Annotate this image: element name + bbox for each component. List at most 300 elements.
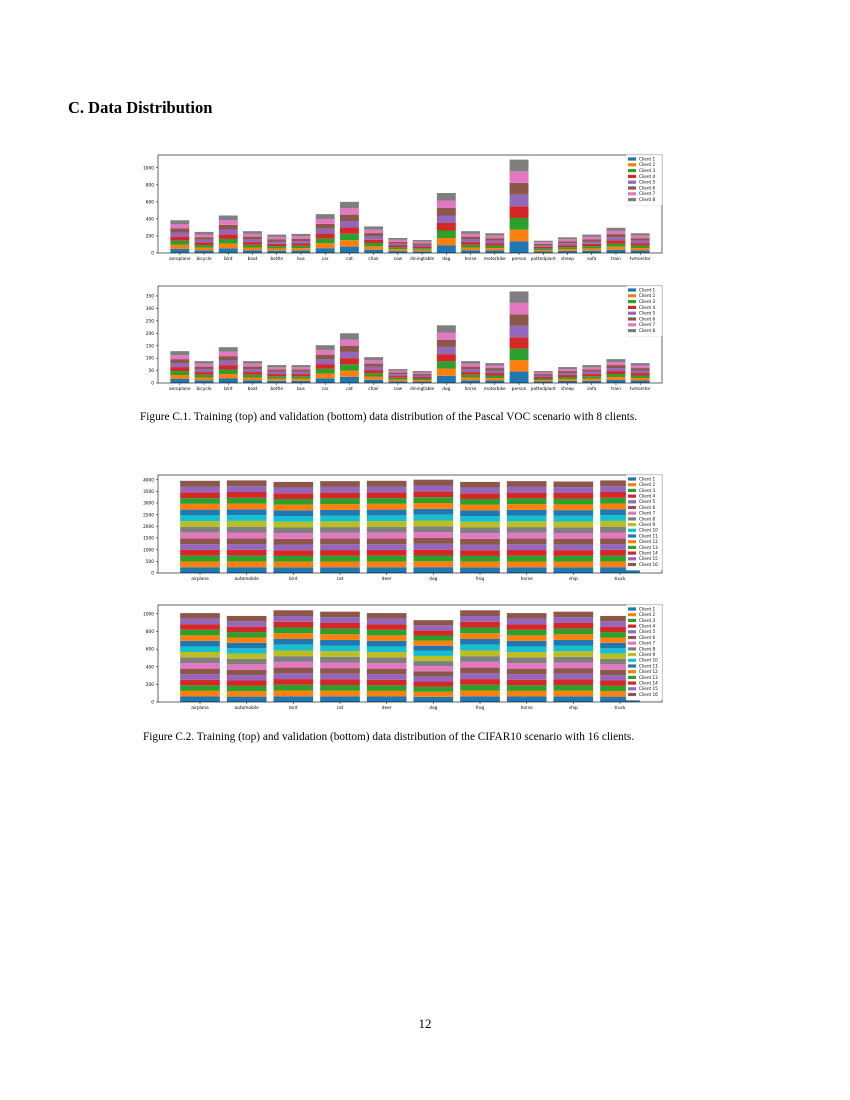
- bar-segment: [507, 663, 547, 669]
- bar-segment: [170, 224, 189, 228]
- bar-segment: [316, 345, 335, 350]
- x-tick-label: pottedplant: [530, 387, 556, 392]
- bar-segment: [274, 662, 314, 668]
- bar-segment: [414, 641, 454, 646]
- bar-segment: [631, 246, 650, 248]
- legend-swatch: [628, 557, 636, 560]
- bar-segment: [367, 538, 407, 544]
- bar-segment: [558, 377, 577, 379]
- legend-label: Client 8: [639, 328, 656, 333]
- bar-segment: [460, 482, 500, 488]
- bar-segment: [364, 373, 383, 376]
- bar-segment: [554, 522, 594, 528]
- bar-segment: [195, 369, 214, 372]
- bar-segment: [507, 481, 547, 487]
- bar-segment: [364, 370, 383, 373]
- bar-segment: [195, 380, 214, 383]
- bar-segment: [607, 237, 626, 240]
- bar-segment: [460, 650, 500, 656]
- legend-label: Client 7: [639, 322, 656, 328]
- bar-segment: [460, 527, 500, 533]
- bar-segment: [485, 251, 504, 253]
- legend-swatch: [628, 157, 636, 160]
- bar-segment: [554, 482, 594, 488]
- x-tick-label: chair: [368, 257, 379, 262]
- bar-segment: [554, 691, 594, 697]
- y-tick-label: 3000: [143, 501, 154, 507]
- bar-segment: [170, 237, 189, 241]
- bar-segment: [180, 492, 220, 498]
- bar-segment: [388, 242, 407, 244]
- bar-segment: [180, 510, 220, 516]
- bar-segment: [607, 368, 626, 371]
- bar-segment: [582, 251, 601, 253]
- x-tick-label: ship: [568, 706, 578, 711]
- bar-segment: [274, 673, 314, 679]
- bar-segment: [367, 544, 407, 550]
- bar-segment: [170, 355, 189, 359]
- bar-segment: [485, 366, 504, 368]
- bar-segment: [631, 243, 650, 245]
- bar-segment: [507, 685, 547, 691]
- bar-segment: [437, 238, 456, 246]
- bar-segment: [414, 515, 454, 521]
- legend-label: Client 11: [639, 663, 658, 669]
- bar-segment: [367, 624, 407, 630]
- bar-segment: [243, 372, 262, 375]
- bar-segment: [243, 248, 262, 251]
- bar-segment: [180, 550, 220, 556]
- bar-segment: [554, 612, 594, 618]
- y-tick-label: 600: [145, 647, 154, 653]
- bar-segment: [320, 634, 360, 640]
- bar-segment: [320, 521, 360, 527]
- legend-swatch: [628, 529, 636, 532]
- bar-segment: [631, 248, 650, 250]
- x-tick-label: sofa: [587, 257, 597, 262]
- y-tick-label: 400: [145, 665, 154, 671]
- bar-segment: [316, 234, 335, 239]
- bar-segment: [367, 521, 407, 527]
- legend-label: Client 11: [639, 533, 658, 539]
- bar-segment: [274, 550, 314, 556]
- legend-label: Client 16: [639, 691, 658, 697]
- x-tick-label: dog: [429, 706, 438, 711]
- bar-segment: [558, 375, 577, 377]
- bar-segment: [180, 567, 220, 573]
- x-tick-label: car: [321, 257, 329, 262]
- bar-segment: [510, 241, 529, 253]
- bar-segment: [414, 687, 454, 692]
- legend-swatch: [628, 294, 636, 297]
- bar-segment: [227, 521, 267, 527]
- bar-segment: [267, 239, 286, 241]
- bar-segment: [364, 240, 383, 243]
- bar-segment: [274, 610, 314, 616]
- bar-segment: [510, 230, 529, 242]
- bar-segment: [274, 650, 314, 656]
- bar-segment: [582, 370, 601, 372]
- bar-segment: [320, 612, 360, 618]
- bar-segment: [414, 620, 454, 625]
- bars: [170, 160, 649, 253]
- legend-label: Client 15: [639, 556, 658, 562]
- bar-segment: [507, 539, 547, 545]
- bar-segment: [320, 617, 360, 623]
- bar-segment: [274, 522, 314, 528]
- bar-segment: [554, 640, 594, 646]
- bar-segment: [320, 516, 360, 522]
- bar-segment: [316, 238, 335, 243]
- bar-segment: [274, 482, 314, 488]
- bar-segment: [340, 371, 359, 377]
- x-tick-label: sheep: [561, 257, 574, 262]
- bar-segment: [316, 364, 335, 369]
- bar-segment: [413, 245, 432, 247]
- bar-segment: [461, 250, 480, 253]
- bar-segment: [180, 696, 220, 702]
- bar-segment: [582, 381, 601, 383]
- bar-segment: [320, 685, 360, 691]
- bar-segment: [460, 645, 500, 651]
- bar-segment: [558, 369, 577, 371]
- bar-segment: [582, 246, 601, 248]
- bar-segment: [340, 208, 359, 214]
- bar-segment: [364, 233, 383, 236]
- bar-segment: [534, 374, 553, 375]
- bar-segment: [582, 367, 601, 369]
- legend-label: Client 4: [639, 304, 656, 310]
- bar-segment: [274, 510, 314, 516]
- bar-segment: [507, 516, 547, 522]
- bar-segment: [316, 248, 335, 253]
- bar-segment: [460, 622, 500, 628]
- bar-segment: [219, 216, 238, 221]
- bar-segment: [274, 516, 314, 522]
- bar-segment: [413, 380, 432, 381]
- bar-segment: [364, 364, 383, 367]
- bar-segment: [227, 691, 267, 696]
- bar-segment: [461, 375, 480, 378]
- bar-segment: [582, 374, 601, 376]
- bar-segment: [367, 556, 407, 562]
- bar-segment: [413, 248, 432, 250]
- bar-segment: [460, 516, 500, 522]
- bar-segment: [320, 646, 360, 652]
- section-title: C. Data Distribution: [68, 98, 213, 117]
- bar-segment: [227, 697, 267, 702]
- cifar-train-chart: [140, 470, 680, 585]
- bar-segment: [414, 666, 454, 671]
- y-tick-label: 200: [145, 234, 154, 240]
- legend-swatch: [628, 175, 636, 178]
- legend: [626, 475, 662, 570]
- bar-segment: [227, 509, 267, 515]
- legend-swatch: [628, 534, 636, 537]
- bar-segment: [227, 567, 267, 573]
- x-tick-label: pottedplant: [530, 257, 556, 262]
- bar-segment: [607, 240, 626, 243]
- bar-segment: [413, 377, 432, 378]
- bar-segment: [558, 237, 577, 239]
- legend-swatch: [628, 625, 636, 628]
- bar-segment: [388, 238, 407, 240]
- bar-segment: [607, 374, 626, 377]
- bar-segment: [437, 340, 456, 347]
- bar-segment: [631, 376, 650, 378]
- bar-segment: [364, 367, 383, 370]
- bar-segment: [437, 347, 456, 354]
- bar-segment: [340, 247, 359, 253]
- bar-segment: [367, 658, 407, 664]
- legend-label: Client 16: [639, 561, 658, 567]
- bar-segment: [631, 366, 650, 368]
- bar-segment: [554, 504, 594, 510]
- bar-segment: [243, 375, 262, 378]
- bar-segment: [180, 658, 220, 664]
- bar-segment: [388, 371, 407, 373]
- bar-segment: [554, 617, 594, 623]
- bar-segment: [316, 219, 335, 224]
- x-tick-label: bird: [289, 577, 298, 582]
- bar-segment: [554, 533, 594, 539]
- bar-segment: [274, 556, 314, 562]
- bar-segment: [460, 488, 500, 494]
- bar-segment: [180, 663, 220, 669]
- bar-segment: [607, 250, 626, 253]
- y-tick-label: 1000: [143, 166, 154, 172]
- legend-label: Client 13: [639, 674, 658, 680]
- bar-segment: [460, 668, 500, 674]
- bar-segment: [554, 516, 594, 522]
- bar-segment: [554, 487, 594, 493]
- bar-segment: [227, 561, 267, 567]
- bar-segment: [340, 215, 359, 221]
- bar-segment: [274, 668, 314, 674]
- legend-swatch: [628, 647, 636, 650]
- legend: [626, 286, 662, 336]
- bar-segment: [292, 234, 311, 236]
- bar-segment: [461, 372, 480, 375]
- x-tick-label: diningtable: [410, 257, 435, 262]
- bar-segment: [180, 498, 220, 504]
- bar-segment: [414, 532, 454, 538]
- legend-label: Client 9: [639, 652, 656, 657]
- bar-segment: [340, 333, 359, 339]
- bar-segment: [195, 248, 214, 251]
- bar-segment: [227, 648, 267, 653]
- bar-segment: [180, 646, 220, 652]
- bar-segment: [180, 504, 220, 510]
- bar-segment: [460, 679, 500, 685]
- bar-segment: [414, 692, 454, 697]
- bar-segment: [274, 639, 314, 645]
- bar-segment: [554, 629, 594, 635]
- y-tick-label: 50: [148, 369, 154, 375]
- bar-segment: [364, 246, 383, 249]
- bar-segment: [437, 193, 456, 201]
- bar-segment: [534, 371, 553, 372]
- bar-segment: [460, 533, 500, 539]
- x-tick-label: bottle: [270, 387, 284, 392]
- bar-segment: [243, 361, 262, 364]
- bar-segment: [413, 250, 432, 252]
- bar-segment: [582, 372, 601, 374]
- x-tick-label: bird: [224, 387, 233, 392]
- bar-segment: [607, 228, 626, 231]
- bar-segment: [461, 242, 480, 245]
- bar-segment: [558, 367, 577, 369]
- legend-swatch: [628, 288, 636, 291]
- bar-segment: [364, 243, 383, 246]
- bar-segment: [320, 550, 360, 556]
- legend-swatch: [628, 659, 636, 662]
- bar-segment: [554, 550, 594, 556]
- legend-label: Client 9: [639, 522, 656, 527]
- bar-segment: [195, 242, 214, 245]
- bar-segment: [320, 510, 360, 516]
- bar-segment: [507, 493, 547, 499]
- legend-swatch: [628, 523, 636, 526]
- bar-segment: [607, 362, 626, 365]
- bar-segment: [582, 237, 601, 239]
- bar-segment: [414, 636, 454, 641]
- legend-swatch: [628, 546, 636, 549]
- bar-segment: [461, 361, 480, 364]
- bar-segment: [507, 619, 547, 625]
- bar-segment: [582, 235, 601, 237]
- x-tick-label: horse: [464, 387, 477, 392]
- bar-segment: [340, 358, 359, 364]
- bar-segment: [413, 240, 432, 242]
- bar-segment: [195, 240, 214, 243]
- bar-segment: [170, 245, 189, 249]
- legend-label: Client 5: [639, 629, 656, 635]
- bar-segment: [320, 679, 360, 685]
- bar-segment: [320, 567, 360, 573]
- bar-segment: [274, 539, 314, 545]
- bar-segment: [180, 515, 220, 521]
- bar-segment: [340, 352, 359, 358]
- bar-segment: [534, 376, 553, 377]
- legend-label: Client 15: [639, 686, 658, 692]
- bar-segment: [170, 359, 189, 363]
- bar-segment: [510, 326, 529, 337]
- bar-segment: [507, 521, 547, 527]
- bar-segment: [170, 241, 189, 245]
- y-tick-label: 250: [145, 319, 154, 325]
- bar-segment: [320, 651, 360, 657]
- bar-segment: [267, 365, 286, 367]
- bar-segment: [631, 241, 650, 243]
- bar-segment: [507, 567, 547, 573]
- bar-segment: [507, 550, 547, 556]
- bar-segment: [267, 246, 286, 248]
- x-tick-label: horse: [520, 577, 533, 582]
- bar-segment: [219, 365, 238, 369]
- x-tick-label: ship: [568, 577, 578, 582]
- bar-segment: [414, 509, 454, 515]
- bar-segment: [554, 634, 594, 640]
- bar-segment: [554, 646, 594, 652]
- bar-segment: [292, 251, 311, 253]
- legend-swatch: [628, 198, 636, 201]
- y-tick-label: 0: [151, 381, 154, 387]
- bar-segment: [320, 539, 360, 545]
- bar-segment: [388, 247, 407, 249]
- bar-segment: [320, 657, 360, 663]
- bar-segment: [180, 538, 220, 544]
- bar-segment: [582, 376, 601, 378]
- bar-segment: [507, 556, 547, 562]
- bar-segment: [320, 498, 360, 504]
- page-number: 12: [418, 1016, 432, 1031]
- bar-segment: [460, 662, 500, 668]
- bar-segment: [460, 545, 500, 551]
- bar-segment: [227, 632, 267, 637]
- bar-segment: [631, 371, 650, 373]
- bar-segment: [195, 245, 214, 248]
- bar-segment: [607, 377, 626, 380]
- bar-segment: [367, 652, 407, 658]
- bar-segment: [367, 487, 407, 493]
- bar-segment: [507, 658, 547, 664]
- bar-segment: [388, 374, 407, 376]
- bar-segment: [461, 369, 480, 372]
- legend: [626, 155, 662, 205]
- x-tick-label: dog: [442, 257, 451, 262]
- legend-swatch: [628, 653, 636, 656]
- bar-segment: [461, 364, 480, 367]
- bar-segment: [367, 641, 407, 647]
- bar-segment: [180, 527, 220, 533]
- bar-segment: [227, 675, 267, 680]
- bar-segment: [413, 379, 432, 380]
- bar-segment: [340, 364, 359, 370]
- x-tick-label: automobile: [234, 706, 259, 711]
- bar-segment: [534, 244, 553, 246]
- y-tick-label: 800: [145, 183, 154, 189]
- bar-segment: [180, 652, 220, 658]
- bar-segment: [460, 510, 500, 516]
- bar-segment: [227, 492, 267, 498]
- bar-segment: [367, 527, 407, 533]
- x-tick-label: airplane: [191, 706, 209, 711]
- x-tick-label: aeroplane: [169, 387, 191, 392]
- legend-label: Client 4: [639, 493, 656, 499]
- bar-segment: [413, 247, 432, 249]
- bar-segment: [367, 550, 407, 556]
- bar-segment: [507, 613, 547, 619]
- bar-segment: [367, 685, 407, 691]
- bar-segment: [267, 237, 286, 239]
- bar-segment: [227, 637, 267, 642]
- bar-segment: [558, 249, 577, 251]
- bar-segment: [180, 481, 220, 487]
- bar-segment: [170, 371, 189, 375]
- bar-segment: [485, 246, 504, 248]
- bar-segment: [582, 239, 601, 241]
- bar-segment: [507, 691, 547, 697]
- legend-label: Client 10: [639, 527, 658, 533]
- legend-label: Client 6: [639, 316, 656, 322]
- bar-segment: [388, 244, 407, 246]
- y-tick-label: 3500: [143, 489, 154, 495]
- bar-segment: [195, 235, 214, 238]
- y-tick-label: 1000: [143, 548, 154, 554]
- bar-segment: [180, 669, 220, 675]
- bar-segment: [316, 355, 335, 360]
